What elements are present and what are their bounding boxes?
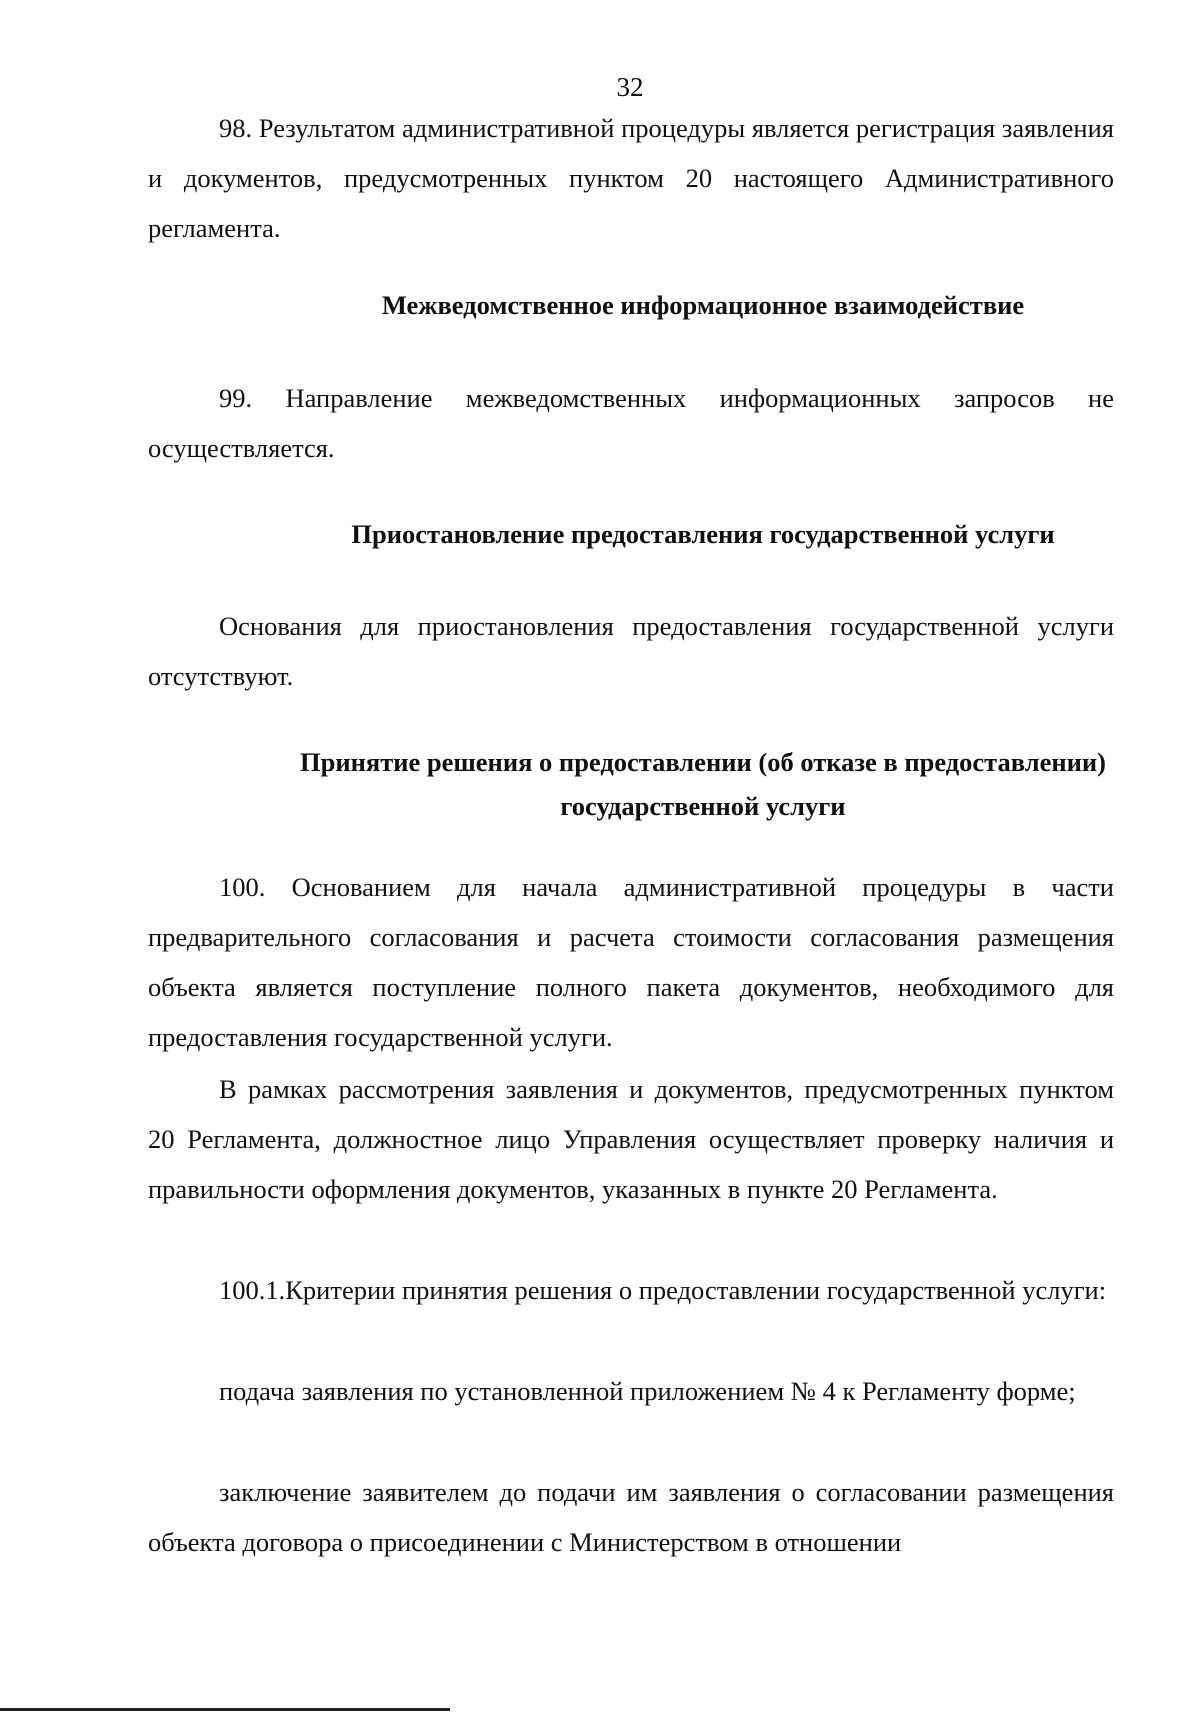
heading-decision-line-1: Принятие решения о предоставлении (об отказе в предоставлении) xyxy=(300,747,1106,777)
heading-decision-line-2: государственной услуги xyxy=(560,791,846,821)
criterion-application-form: подача заявления по установленной приложением № 4 к Регламенту форме; xyxy=(219,1376,1076,1406)
criterion-accession-agreement: заключение заявителем до подачи им заявления о согласовании размещения объекта договора о присоединении с Министерством в отношении xyxy=(148,1477,1114,1557)
paragraph-100-review: В рамках рассмотрения заявления и документов, предусмотренных пунктом 20 Регламента, должностное лицо Управления осуществляет проверку наличия и правильности оформления документов, указанных в пункте 20 Регламента. xyxy=(148,1074,1114,1204)
paragraph-98: 98. Результатом административной процедуры является регистрация заявления и документов, предусмотренных пунктом 20 настоящего Административного регламента. xyxy=(148,113,1114,243)
paragraph-100: 100. Основанием для начала административной процедуры в части предварительного согласования и расчета стоимости согласования размещения объекта является поступление полного пакета документов, необходимого для предоставления государственной услуги. xyxy=(148,872,1114,1052)
paragraph-suspension-grounds: Основания для приостановления предоставления государственной услуги отсутствуют. xyxy=(148,611,1114,691)
heading-suspension: Приостановление предоставления государственной услуги xyxy=(351,519,1055,549)
paragraph-100-1: 100.1.Критерии принятия решения о предоставлении государственной услуги: xyxy=(219,1275,1107,1305)
paragraph-99: 99. Направление межведомственных информационных запросов не осуществляется. xyxy=(148,383,1114,463)
page-number: 32 xyxy=(616,72,644,102)
heading-interagency-interaction: Межведомственное информационное взаимодействие xyxy=(381,290,1025,320)
bottom-scan-edge xyxy=(0,1708,450,1711)
